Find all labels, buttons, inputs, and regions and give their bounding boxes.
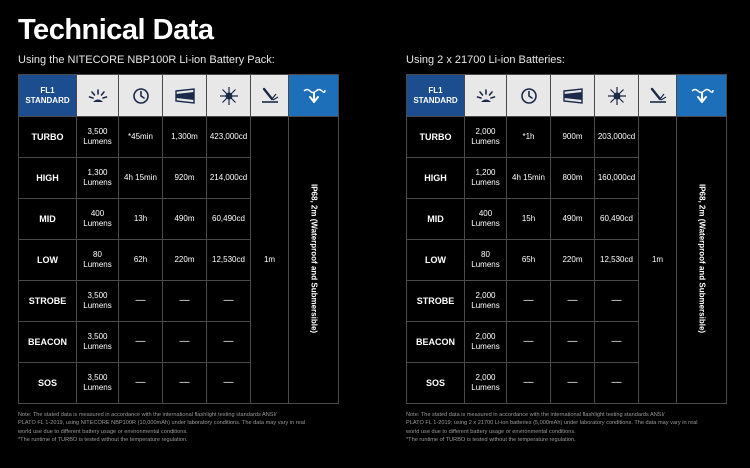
mode-cell: HIGH <box>407 158 465 199</box>
runtime-cell: — <box>507 281 551 322</box>
output-cell: 2,000 Lumens <box>465 281 507 322</box>
distance-cell: 920m <box>163 158 207 199</box>
runtime-cell: 13h <box>119 199 163 240</box>
impact-cell: 1m <box>251 117 289 404</box>
distance-cell: — <box>163 363 207 404</box>
output-cell: 80 Lumens <box>465 240 507 281</box>
output-cell: 3,500 Lumens <box>77 322 119 363</box>
output-cell: 400 Lumens <box>77 199 119 240</box>
mode-cell: BEACON <box>407 322 465 363</box>
intensity-cell: 160,000cd <box>595 158 639 199</box>
runtime-cell: 4h 15min <box>119 158 163 199</box>
runtime-cell: — <box>119 363 163 404</box>
runtime-cell: *45min <box>119 117 163 158</box>
impact-resistance-icon <box>251 75 289 117</box>
fl1-standard-header: FL1 STANDARD <box>19 75 77 117</box>
mode-cell: SOS <box>407 363 465 404</box>
peak-intensity-icon <box>595 75 639 117</box>
output-cell: 400 Lumens <box>465 199 507 240</box>
intensity-cell: 12,530cd <box>595 240 639 281</box>
beam-distance-icon <box>163 75 207 117</box>
distance-cell: 220m <box>551 240 595 281</box>
output-cell: 1,300 Lumens <box>77 158 119 199</box>
table-header-row <box>19 75 339 117</box>
peak-intensity-icon <box>207 75 251 117</box>
page-title: Technical Data <box>18 14 214 46</box>
output-cell: 3,500 Lumens <box>77 117 119 158</box>
table-header-row <box>407 75 727 117</box>
intensity-cell: 214,000cd <box>207 158 251 199</box>
distance-cell: — <box>551 281 595 322</box>
intensity-cell: 423,000cd <box>207 117 251 158</box>
output-cell: 2,000 Lumens <box>465 117 507 158</box>
left-spec-table <box>18 74 339 404</box>
table-row <box>19 117 339 158</box>
left-subtitle: Using the NITECORE NBP100R Li-ion Battery Pack: <box>18 54 275 66</box>
output-cell: 3,500 Lumens <box>77 281 119 322</box>
output-cell: 1,200 Lumens <box>465 158 507 199</box>
intensity-cell: — <box>207 363 251 404</box>
mode-cell: STROBE <box>19 281 77 322</box>
mode-cell: BEACON <box>19 322 77 363</box>
mode-cell: TURBO <box>407 117 465 158</box>
mode-cell: MID <box>19 199 77 240</box>
intensity-cell: 60,490cd <box>207 199 251 240</box>
mode-cell: STROBE <box>407 281 465 322</box>
waterproof-cell: IP68, 2m (Waterproof and Submersible) <box>289 117 339 404</box>
intensity-cell: — <box>595 281 639 322</box>
output-icon <box>77 75 119 117</box>
runtime-cell: — <box>119 322 163 363</box>
mode-cell: LOW <box>19 240 77 281</box>
intensity-cell: — <box>595 363 639 404</box>
distance-cell: — <box>163 322 207 363</box>
distance-cell: 1,300m <box>163 117 207 158</box>
impact-resistance-icon <box>639 75 677 117</box>
waterproof-icon <box>289 75 339 117</box>
runtime-cell: — <box>507 363 551 404</box>
mode-cell: TURBO <box>19 117 77 158</box>
runtime-cell: 62h <box>119 240 163 281</box>
mode-cell: HIGH <box>19 158 77 199</box>
output-cell: 2,000 Lumens <box>465 322 507 363</box>
runtime-cell: — <box>507 322 551 363</box>
intensity-cell: — <box>207 281 251 322</box>
mode-cell: LOW <box>407 240 465 281</box>
distance-cell: 490m <box>551 199 595 240</box>
left-footnote: Note: The stated data is measured in accordance with the international flashlight testing standards ANSI/ PLATO FL 1-2019, using NITECORE NBP100R (10,000mAh) under laboratory conditions. The data may vary in real world use due to different battery usage or environmental conditions. *The runtime of TURBO is tested without the temperature regulation. <box>18 412 306 444</box>
waterproof-icon <box>677 75 727 117</box>
output-cell: 3,500 Lumens <box>77 363 119 404</box>
distance-cell: 800m <box>551 158 595 199</box>
distance-cell: 220m <box>163 240 207 281</box>
runtime-cell: 15h <box>507 199 551 240</box>
runtime-cell: *1h <box>507 117 551 158</box>
runtime-cell: 4h 15min <box>507 158 551 199</box>
mode-cell: SOS <box>19 363 77 404</box>
runtime-icon <box>119 75 163 117</box>
intensity-cell: 12,530cd <box>207 240 251 281</box>
intensity-cell: — <box>595 322 639 363</box>
impact-cell: 1m <box>639 117 677 404</box>
intensity-cell: 203,000cd <box>595 117 639 158</box>
beam-distance-icon <box>551 75 595 117</box>
fl1-standard-header: FL1 STANDARD <box>407 75 465 117</box>
right-spec-table <box>406 74 727 404</box>
output-cell: 80 Lumens <box>77 240 119 281</box>
distance-cell: — <box>551 363 595 404</box>
distance-cell: 490m <box>163 199 207 240</box>
right-subtitle: Using 2 x 21700 Li-ion Batteries: <box>406 54 565 66</box>
table-row <box>407 117 727 158</box>
mode-cell: MID <box>407 199 465 240</box>
waterproof-cell: IP68, 2m (Waterproof and Submersible) <box>677 117 727 404</box>
runtime-cell: 65h <box>507 240 551 281</box>
intensity-cell: — <box>207 322 251 363</box>
output-icon <box>465 75 507 117</box>
runtime-icon <box>507 75 551 117</box>
distance-cell: — <box>163 281 207 322</box>
distance-cell: 900m <box>551 117 595 158</box>
right-footnote: Note: The stated data is measured in accordance with the international flashlight testing standards ANSI/ PLATO FL 1-2019; using 2 x 21700 Li-ion batteries (5,000mAh) under laboratory conditions. The data may vary in real world use due to different battery usage or environmental conditions. *The runtime of TURBO is tested without the temperature regulation. <box>406 412 698 444</box>
intensity-cell: 60,490cd <box>595 199 639 240</box>
output-cell: 2,000 Lumens <box>465 363 507 404</box>
distance-cell: — <box>551 322 595 363</box>
runtime-cell: — <box>119 281 163 322</box>
